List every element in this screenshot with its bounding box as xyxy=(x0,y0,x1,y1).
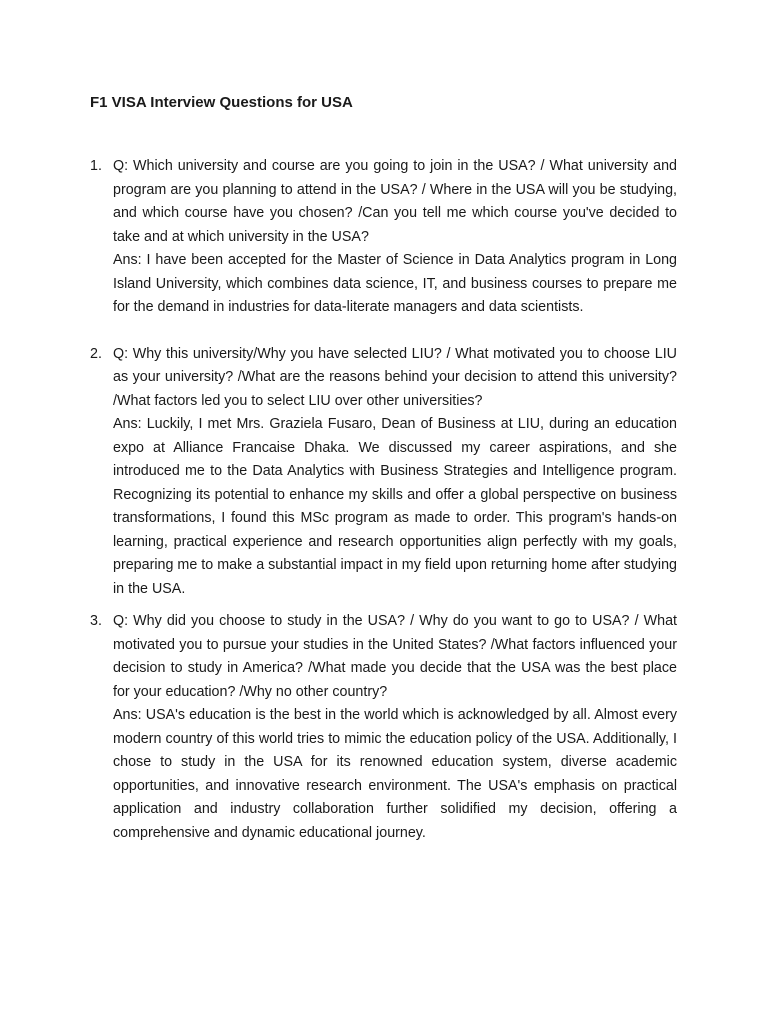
qa-item xyxy=(90,343,677,602)
item-number: 3. xyxy=(90,613,102,629)
answer-text: Ans: Luckily, I met Mrs. Graziela Fusaro, Dean of Business at LIU, during an education expo at Alliance Francaise Dhaka. We discussed my career aspirations, and she introduced me to the Data Analytics with Business Strategies and Intelligence program. Recognizing its potential to enhance my skills and offer a global perspective on business transformations, I found this MSc program as made to order. This program's hands-on learning, practical experience and research opportunities align perfectly with my goals, preparing me to make a substantial impact in my field upon returning home after studying in the USA. xyxy=(113,416,677,597)
qa-item xyxy=(90,155,677,320)
question-text: Q: Why did you choose to study in the USA? / Why do you want to go to USA? / What motivated you to pursue your studies in the United States? /What factors influenced your decision to study in America? /What made you decide that the USA was the best place for your education? /Why no other country? xyxy=(113,613,677,700)
answer-text: Ans: I have been accepted for the Master of Science in Data Analytics program in Long Island University, which combines data science, IT, and business courses to prepare me for the demand in industries for data-literate managers and data scientists. xyxy=(113,252,677,315)
question-text: Q: Which university and course are you going to join in the USA? / What university and program are you planning to attend in the USA? / Where in the USA will you be studying, and which course have you chosen? /Can you tell me which course you've decided to take and at which university in the USA? xyxy=(113,158,677,245)
document-title: F1 VISA Interview Questions for USA xyxy=(90,94,353,111)
qa-list xyxy=(90,155,677,845)
item-number: 2. xyxy=(90,345,102,362)
qa-item xyxy=(90,610,677,845)
item-number: 1. xyxy=(90,158,102,174)
question-text: Q: Why this university/Why you have selected LIU? / What motivated you to choose LIU as your university? /What are the reasons behind your decision to attend this university? /What factors led you to select LIU over other universities? xyxy=(113,345,677,409)
answer-text: Ans: USA's education is the best in the world which is acknowledged by all. Almost every modern country of this world tries to mimic the education policy of the USA. Additionally, I chose to study in the USA for its renowned education system, diverse academic opportunities, and innovative research environment. The USA's emphasis on practical application and industry collaboration further solidified my decision, offering a comprehensive and dynamic educational journey. xyxy=(113,707,677,841)
